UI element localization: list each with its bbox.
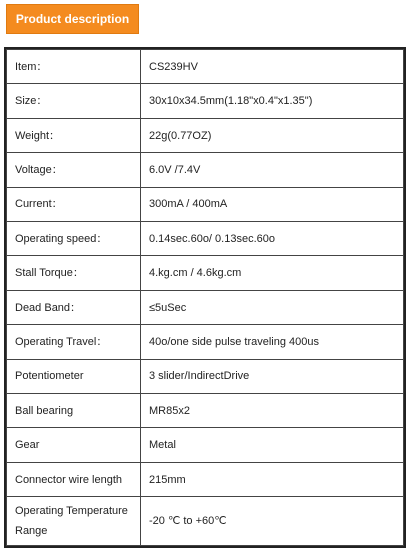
spec-value: 215mm — [141, 462, 404, 496]
table-row — [7, 84, 404, 118]
spec-value: -20 ℃ to +60℃ — [141, 497, 404, 546]
spec-label: Current： — [7, 187, 141, 221]
table-row — [7, 256, 404, 290]
spec-label: Size： — [7, 84, 141, 118]
table-row — [7, 497, 404, 546]
table-row — [7, 428, 404, 462]
table-row — [7, 394, 404, 428]
spec-label: Operating speed： — [7, 222, 141, 256]
spec-label: Potentiometer — [7, 359, 141, 393]
spec-value: 40o/one side pulse traveling 400us — [141, 325, 404, 359]
spec-value: CS239HV — [141, 50, 404, 84]
table-row — [7, 118, 404, 152]
spec-label: Item： — [7, 50, 141, 84]
table-row — [7, 222, 404, 256]
table-row — [7, 462, 404, 496]
spec-value: 0.14sec.60o/ 0.13sec.60o — [141, 222, 404, 256]
table-row — [7, 187, 404, 221]
spec-value: 6.0V /7.4V — [141, 153, 404, 187]
spec-label: Gear — [7, 428, 141, 462]
table-row — [7, 50, 404, 84]
spec-label: Dead Band： — [7, 290, 141, 324]
spec-value: MR85x2 — [141, 394, 404, 428]
spec-value: 300mA / 400mA — [141, 187, 404, 221]
spec-value: 3 slider/IndirectDrive — [141, 359, 404, 393]
spec-label: Voltage： — [7, 153, 141, 187]
spec-label: Ball bearing — [7, 394, 141, 428]
spec-value: Metal — [141, 428, 404, 462]
spec-label: Operating Travel： — [7, 325, 141, 359]
table-row — [7, 359, 404, 393]
spec-label: Operating Temperature Range — [7, 497, 141, 546]
spec-value: ≤5uSec — [141, 290, 404, 324]
spec-label: Stall Torque： — [7, 256, 141, 290]
spec-value: 22g(0.77OZ) — [141, 118, 404, 152]
table-row — [7, 290, 404, 324]
spec-value: 30x10x34.5mm(1.18"x0.4"x1.35") — [141, 84, 404, 118]
spec-label: Connector wire length — [7, 462, 141, 496]
specs-table — [4, 47, 406, 548]
product-description-tab[interactable]: Product description — [6, 4, 139, 34]
spec-value: 4.kg.cm / 4.6kg.cm — [141, 256, 404, 290]
table-row — [7, 153, 404, 187]
spec-label: Weight： — [7, 118, 141, 152]
table-row — [7, 325, 404, 359]
